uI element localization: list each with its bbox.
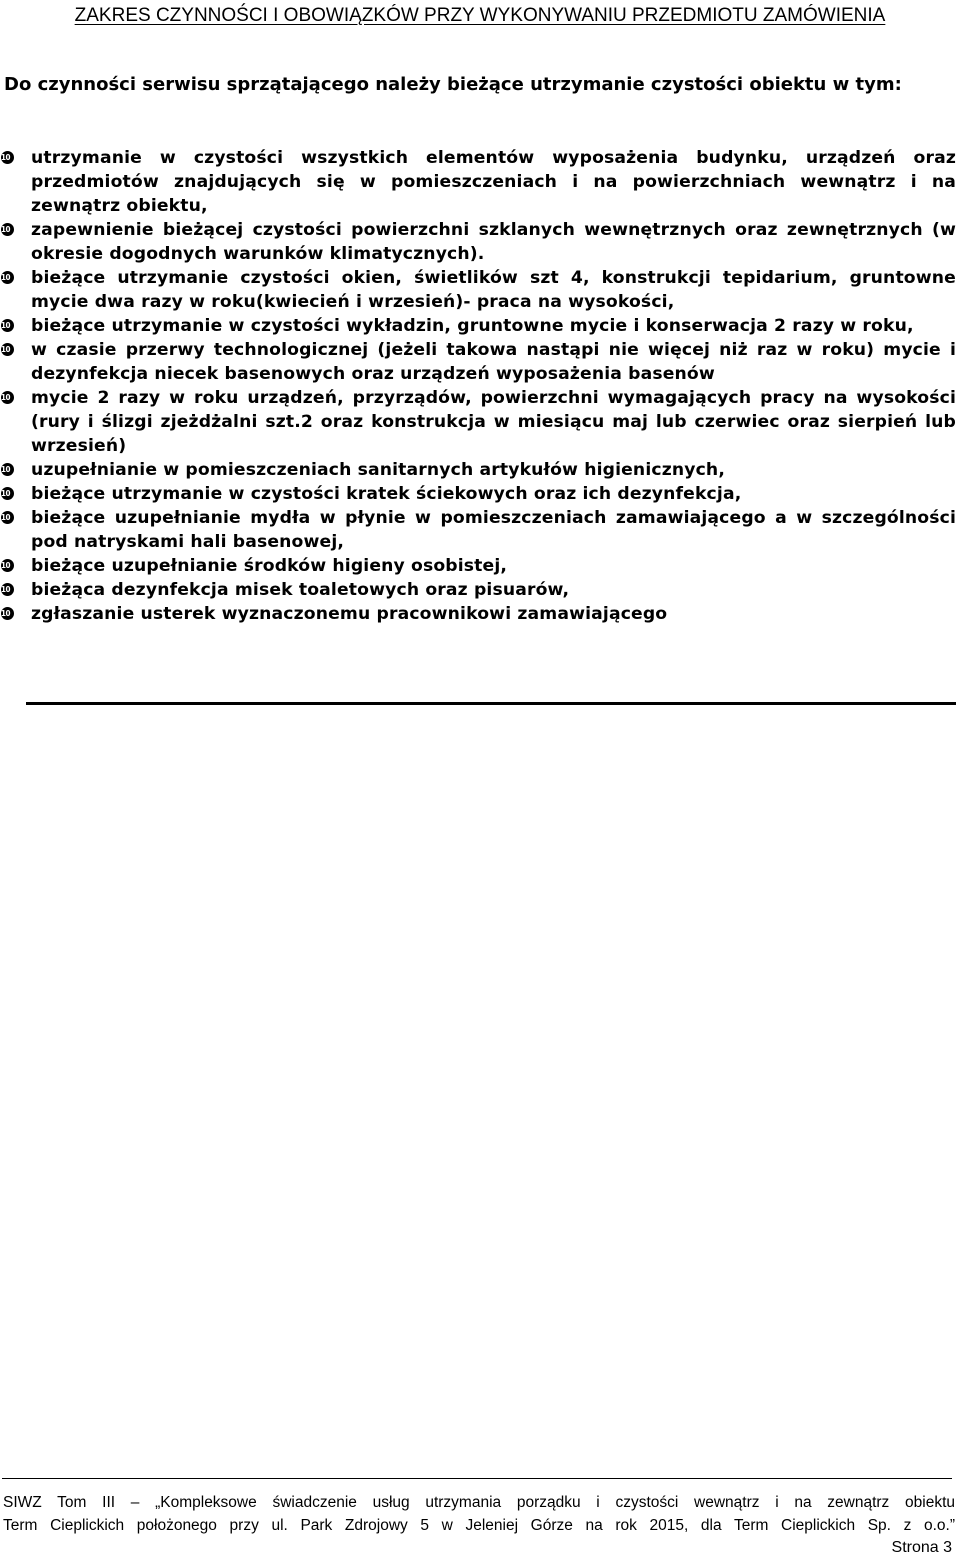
- list-item-text: w czasie przerwy technologicznej (jeżeli takowa nastąpi nie więcej niż raz w roku) mycie i dezynfekcja niecek basenowych oraz urządzeń wyposażenia basenów: [31, 340, 956, 384]
- document-title: ZAKRES CZYNNOŚCI I OBOWIĄZKÓW PRZY WYKONYWANIU PRZEDMIOTU ZAMÓWIENIA: [74, 5, 886, 26]
- list-item: [0, 338, 956, 386]
- page-footer: [3, 1491, 955, 1537]
- bullet-icon: 10: [1, 151, 14, 164]
- list-item-text: bieżące uzupełnianie środków higieny osobistej,: [31, 556, 508, 576]
- list-item-text: utrzymanie w czystości wszystkich elementów wyposażenia budynku, urządzeń oraz przedmiotów znajdujących się w pomieszczeniach i na powierzchniach wewnątrz i na zewnątrz obiektu,: [31, 148, 956, 216]
- bullet-icon: 10: [1, 391, 14, 404]
- list-item-text: uzupełnianie w pomieszczeniach sanitarnych artykułów higienicznych,: [31, 460, 725, 480]
- footer-line-1: SIWZ Tom III – „Kompleksowe świadczenie usług utrzymania porządku i czystości wewnątrz i na zewnątrz obiektu: [3, 1494, 955, 1511]
- list-item-text: bieżące uzupełnianie mydła w płynie w pomieszczeniach zamawiającego a w szczególności pod natryskami hali basenowej,: [31, 508, 956, 552]
- list-item: [0, 578, 956, 602]
- list-item-text: mycie 2 razy w roku urządzeń, przyrządów, powierzchni wymagających pracy na wysokości (rury i ślizgi zjeżdżalni szt.2 oraz konstrukcja w miesiącu maj lub czerwiec oraz sierpień lub wrzesień): [31, 388, 956, 456]
- footer-divider: [2, 1478, 952, 1479]
- intro-paragraph: Do czynności serwisu sprzątającego należy bieżące utrzymanie czystości obiektu w tym:: [4, 74, 902, 95]
- bullet-icon: 10: [1, 487, 14, 500]
- list-item-text: zapewnienie bieżącej czystości powierzchni szklanych wewnętrznych oraz zewnętrznych (w okresie dogodnych warunków klimatycznych).: [31, 220, 956, 264]
- bullet-icon: 10: [1, 583, 14, 596]
- list-item: [0, 146, 956, 218]
- list-item-text: bieżące utrzymanie w czystości wykładzin, gruntowne mycie i konserwacja 2 razy w roku,: [31, 316, 914, 336]
- bullet-icon: 10: [1, 343, 14, 356]
- list-item-text: bieżące utrzymanie w czystości kratek ściekowych oraz ich dezynfekcja,: [31, 484, 742, 504]
- list-item: [0, 506, 956, 554]
- list-item: [0, 602, 956, 626]
- duties-list: [0, 146, 960, 626]
- list-item-text: bieżące utrzymanie czystości okien, świetlików szt 4, konstrukcji tepidarium, gruntowne mycie dwa razy w roku(kwiecień i wrzesień)- praca na wysokości,: [31, 268, 956, 312]
- page-number: Strona 3: [891, 1539, 952, 1556]
- list-item: [0, 266, 956, 314]
- bullet-icon: 10: [1, 463, 14, 476]
- list-item: [0, 482, 956, 506]
- bullet-icon: 10: [1, 223, 14, 236]
- bullet-icon: 10: [1, 607, 14, 620]
- bullet-icon: 10: [1, 271, 14, 284]
- list-item: [0, 386, 956, 458]
- footer-line-2: Term Cieplickich położonego przy ul. Park Zdrojowy 5 w Jeleniej Górze na rok 2015, dla Term Cieplickich Sp. z o.o.”: [3, 1517, 955, 1534]
- list-item: [0, 458, 956, 482]
- list-item-text: bieżąca dezynfekcja misek toaletowych oraz pisuarów,: [31, 580, 570, 600]
- section-divider: [26, 702, 956, 705]
- bullet-icon: 10: [1, 559, 14, 572]
- list-item: [0, 314, 956, 338]
- bullet-icon: 10: [1, 319, 14, 332]
- list-item: [0, 218, 956, 266]
- list-item: [0, 554, 956, 578]
- bullet-icon: 10: [1, 511, 14, 524]
- list-item-text: zgłaszanie usterek wyznaczonemu pracownikowi zamawiającego: [31, 604, 668, 624]
